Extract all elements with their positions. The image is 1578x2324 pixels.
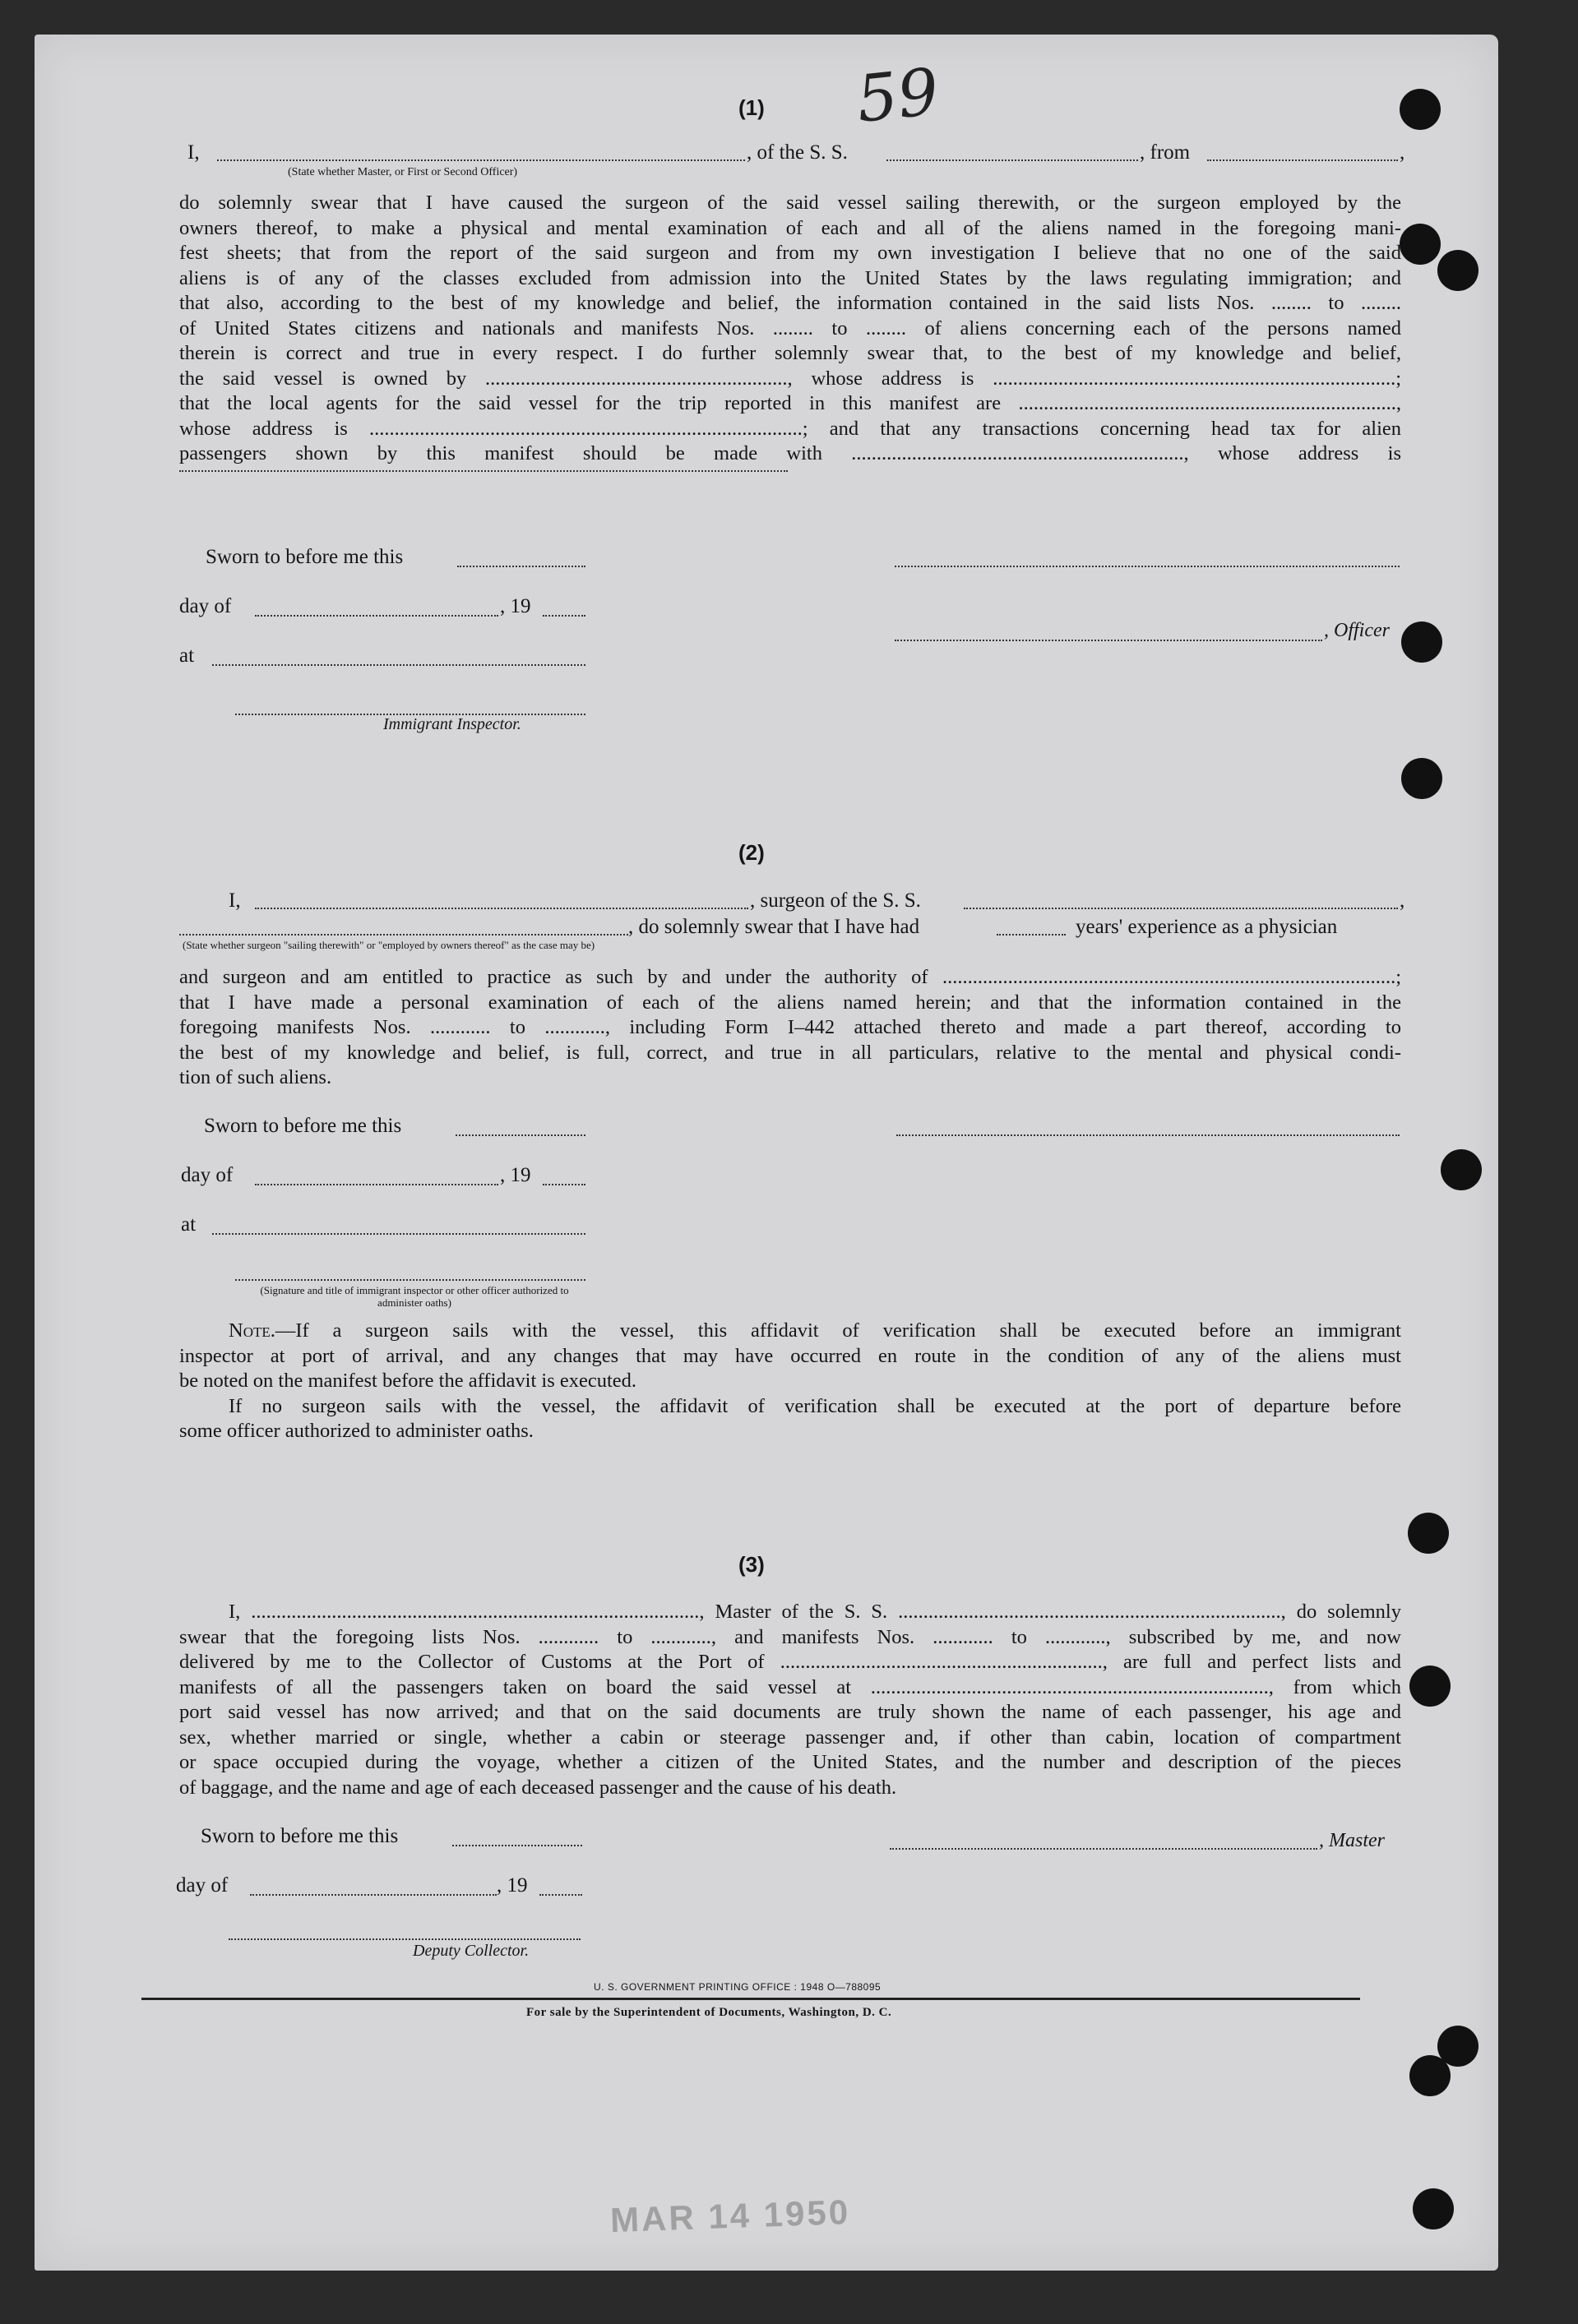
binder-hole	[1409, 2055, 1451, 2096]
section-number-3: (3)	[738, 1552, 765, 1577]
s2-ship-name-field[interactable]	[964, 908, 1398, 909]
s2-year-field[interactable]	[543, 1184, 585, 1185]
s2-line: that I have made a personal examination of each of the aliens named herein; and that the information contained in the	[179, 991, 1401, 1014]
handwritten-page-number: 59	[853, 55, 942, 137]
s2-sailing-status-field[interactable]	[179, 934, 628, 936]
s2-line: foregoing manifests Nos. ............ to ............, including Form I–442 attached thereto and made a part thereof, according to	[179, 1016, 1401, 1038]
document-page	[35, 35, 1498, 2271]
s1-line: aliens is of any of the classes excluded from admission into the United States by the laws regulating immigration; and	[179, 266, 1401, 289]
s2-signature-caption: (Signature and title of immigrant inspector or other officer authorized to administer oaths)	[260, 1284, 569, 1309]
s1-sworn-date-field[interactable]	[457, 566, 585, 567]
binder-hole	[1401, 621, 1442, 663]
s2-sworn-date-field[interactable]	[456, 1134, 585, 1136]
s1-line: whose address is ......................................................................................; and that any transactions concerning head tax for alien	[179, 417, 1401, 440]
s2-surgeon-name-field[interactable]	[255, 908, 748, 909]
s2-instruction: (State whether surgeon "sailing therewith" or "employed by owners thereof" as the case may be)	[183, 939, 595, 951]
s1-officer-name-field[interactable]	[217, 159, 745, 161]
s3-year-label: , 19	[497, 1874, 528, 1897]
s2-line: tion of such aliens.	[179, 1066, 332, 1088]
s1-line: that also, according to the best of my knowledge and belief, the information contained in the said lists Nos. ........ to ........	[179, 292, 1401, 314]
s1-at-field[interactable]	[212, 664, 585, 666]
binder-hole	[1441, 1149, 1482, 1190]
s1-line: owners thereof, to make a physical and mental examination of each and all of the aliens named in the foregoing mani-	[179, 216, 1401, 239]
s1-day-of-field[interactable]	[255, 615, 498, 617]
date-stamp: MAR 14 1950	[609, 2192, 851, 2240]
bottom-rule	[141, 1998, 1360, 2000]
s1-from-label: , from	[1140, 141, 1191, 164]
s3-master-caption: , Master	[1319, 1830, 1385, 1851]
s1-from-field[interactable]	[1207, 159, 1398, 161]
s1-comma: ,	[1400, 141, 1405, 164]
s3-year-field[interactable]	[539, 1894, 582, 1896]
s1-line: therein is correct and true in every respect. I do further solemnly swear that, to the best of my knowledge and belief,	[179, 342, 1401, 364]
s2-surgeon-label: , surgeon of the S. S.	[750, 889, 921, 912]
s2-note-line: inspector at port of arrival, and any changes that may have occurred en route in the condition of any of the aliens must	[179, 1344, 1401, 1367]
s2-day-of-field[interactable]	[255, 1184, 498, 1185]
s2-note-line: be noted on the manifest before the affidavit is executed.	[179, 1370, 637, 1392]
s2-inspector-signature-line[interactable]	[235, 1279, 585, 1281]
s2-year-label: , 19	[500, 1164, 531, 1186]
s2-note2-line: If no surgeon sails with the vessel, the affidavit of verification shall be executed at the port of departure before	[229, 1394, 1401, 1417]
s1-line: of United States citizens and nationals and manifests Nos. ........ to ........ of aliens concerning each of the persons named	[179, 316, 1401, 340]
s3-sworn-label: Sworn to before me this	[201, 1825, 399, 1847]
binder-hole	[1400, 224, 1441, 265]
s1-officer-instruction: (State whether Master, or First or Second Officer)	[288, 166, 518, 178]
s1-officer-caption: , Officer	[1324, 620, 1390, 641]
s1-oath-paragraph	[179, 191, 1401, 467]
s1-at-label: at	[179, 645, 195, 667]
s3-master-signature-line[interactable]	[890, 1848, 1317, 1850]
binder-hole	[1437, 250, 1479, 291]
s2-at-label: at	[181, 1213, 197, 1236]
binder-hole	[1401, 758, 1442, 799]
s2-years-field[interactable]	[997, 934, 1066, 936]
s2-note-label: Note.	[229, 1319, 275, 1342]
s2-at-field[interactable]	[212, 1233, 585, 1235]
s3-oath-paragraph	[179, 1600, 1401, 1800]
s1-officer-signature-line[interactable]	[895, 566, 1400, 567]
printing-office-line: U. S. GOVERNMENT PRINTING OFFICE : 1948 O—788095	[594, 1981, 882, 1993]
s3-line: manifests of all the passengers taken on board the said vessel at ..............................................................................., from which	[179, 1675, 1401, 1698]
s2-line: and surgeon and am entitled to practice as such by and under the authority of ..........................................................................................;	[179, 966, 1401, 988]
s1-sworn-label: Sworn to before me this	[206, 546, 404, 568]
s1-ship-name-field[interactable]	[886, 159, 1138, 161]
s3-line: of baggage, and the name and age of each deceased passenger and the cause of his death.	[179, 1776, 897, 1799]
s3-sworn-date-field[interactable]	[452, 1845, 582, 1846]
s3-day-of-field[interactable]	[250, 1894, 497, 1896]
s2-comma: ,	[1400, 889, 1405, 912]
s1-line: do solemnly swear that I have caused the surgeon of the said vessel sailing therewith, or the surgeon employed by the	[179, 192, 1401, 214]
binder-hole	[1400, 89, 1441, 130]
s2-oath-paragraph	[179, 965, 1401, 1091]
s3-line: port said vessel has now arrived; and that on the said documents are truly shown the name of each passenger, his age and	[179, 1701, 1401, 1723]
s2-sworn-label: Sworn to before me this	[204, 1115, 402, 1137]
s1-year-label: , 19	[500, 595, 531, 617]
binder-hole	[1408, 1513, 1449, 1554]
s2-years-text: years' experience as a physician	[1076, 916, 1338, 938]
binder-hole	[1413, 2188, 1454, 2229]
s3-deputy-caption: Deputy Collector.	[413, 1942, 530, 1960]
s1-address-continuation-field[interactable]	[179, 470, 788, 472]
s1-line: fest sheets; that from the report of the said surgeon and from my own investigation I believe that no one of the said	[179, 242, 1401, 264]
binder-hole	[1409, 1666, 1451, 1707]
s1-i-label: I,	[187, 141, 200, 164]
s2-swear-text: , do solemnly swear that I have had	[628, 916, 920, 938]
s1-year-field[interactable]	[543, 615, 585, 617]
s2-note-line: Note.—If a surgeon sails with the vessel, this affidavit of verification shall be executed before an immigrant	[229, 1319, 1401, 1342]
s2-i-label: I,	[229, 889, 241, 912]
s2-note2-line: some officer authorized to administer oaths.	[179, 1420, 534, 1442]
s3-line: delivered by me to the Collector of Customs at the Port of ................................................................, are full and perfect lists and	[179, 1651, 1401, 1673]
s2-surgeon-signature-line[interactable]	[896, 1134, 1400, 1136]
s1-day-of-label: day of	[179, 595, 232, 617]
s2-note-paragraph	[179, 1319, 1401, 1444]
s1-line: that the local agents for the said vessel for the trip reported in this manifest are ...........................................................................,	[179, 392, 1401, 414]
s3-line: swear that the foregoing lists Nos. ............ to ............, and manifests Nos. ............ to ............, subscribed by me, and now	[179, 1625, 1401, 1648]
s3-line: I, ........................................................................................., Master of the S. S. ............................................................................, do solemnly	[229, 1601, 1401, 1623]
section-number-1: (1)	[738, 95, 765, 120]
s2-line: the best of my knowledge and belief, is full, correct, and true in all particulars, relative to the mental and physical condi-	[179, 1041, 1401, 1064]
s1-inspector-caption: Immigrant Inspector.	[383, 715, 521, 733]
s1-line: the said vessel is owned by ............................................................, whose address is ................................................................................;	[179, 367, 1401, 390]
for-sale-line: For sale by the Superintendent of Documents, Washington, D. C.	[526, 2006, 892, 2019]
s3-day-of-label: day of	[176, 1874, 229, 1897]
s3-line: sex, whether married or single, whether a cabin or steerage passenger and, if other than cabin, location of compartment	[179, 1726, 1401, 1749]
section-number-2: (2)	[738, 840, 765, 865]
s2-day-of-label: day of	[181, 1164, 234, 1186]
s3-deputy-signature-line[interactable]	[229, 1938, 581, 1940]
s1-of-ss-label: , of the S. S.	[747, 141, 848, 164]
s1-officer-title-line[interactable]	[895, 640, 1322, 641]
s3-line: or space occupied during the voyage, whether a citizen of the United States, and the number and description of the pieces	[179, 1751, 1401, 1773]
s1-line: passengers shown by this manifest should be made with .................................................................., whose address is	[179, 442, 1401, 464]
